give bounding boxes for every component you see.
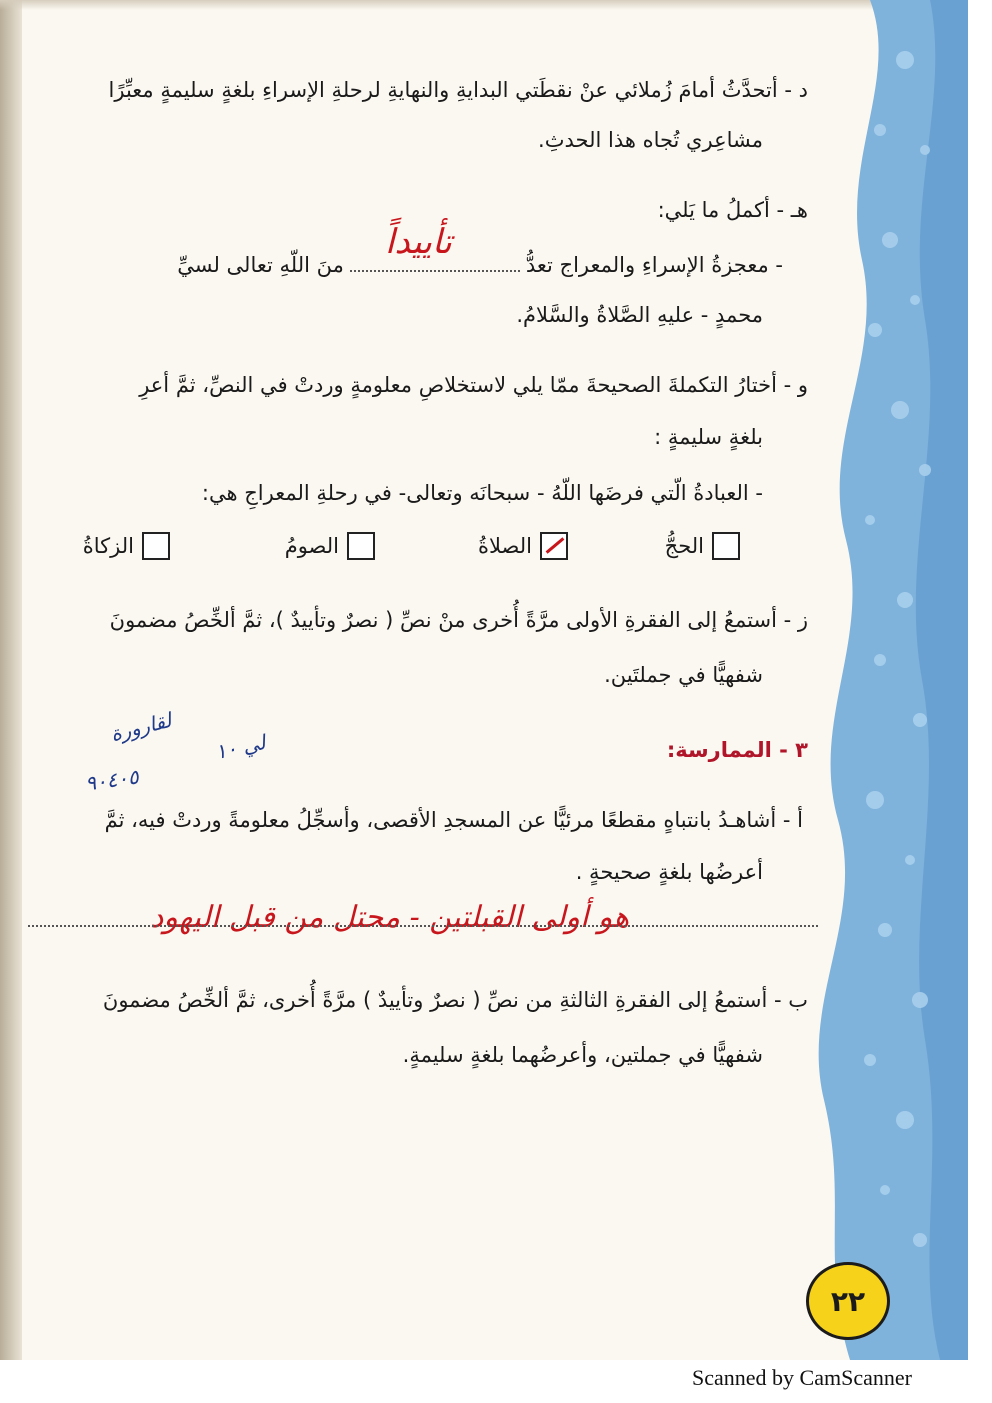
option-zakah[interactable]: [83, 532, 170, 560]
handwritten-answer-h: تأييداً: [385, 222, 452, 262]
item-w-line-2: بلغةٍ سليمةٍ :: [654, 425, 763, 449]
margin-note-2: ٩٠٤٠٥: [83, 764, 141, 796]
option-zakah-label: الزكاةُ: [82, 534, 134, 558]
section-3-heading: ٣ - الممارسة:: [666, 738, 808, 762]
item-d-line-1: د - أتحدَّثُ أمامَ زُملائي عنْ نقطَتي البدايةِ والنهايةِ لرحلةِ الإسراءِ بلغةٍ سليمةٍ معبِّرًا: [108, 78, 808, 102]
option-salah-label: الصلاةُ: [478, 534, 532, 558]
option-sawm-label: الصومُ: [284, 534, 339, 558]
item-h-line-2: محمدٍ - عليهِ الصَّلاةُ والسَّلامُ.: [516, 303, 763, 327]
checkbox-salah-checked[interactable]: [540, 532, 568, 560]
option-hajj[interactable]: [665, 532, 740, 560]
item-z-line-2: شفهيًّا في جملتَين.: [604, 663, 763, 687]
item-b-line-2: شفهيًّا في جملتين، وأعرضُهما بلغةٍ سليمةٍ.: [402, 1043, 763, 1067]
answer-dotted-line: [28, 925, 818, 927]
item-h-heading: هـ - أكملُ ما يَلي:: [657, 198, 808, 222]
item-w-line-3: - العبادةُ الّتي فرضَها اللّهُ - سبحانَه وتعالى- في رحلةِ المعراجِ هي:: [201, 481, 763, 505]
option-sawm[interactable]: [285, 532, 375, 560]
checkbox-zakah[interactable]: [142, 532, 170, 560]
item-a-line-2: أعرضُها بلغةٍ صحيحةٍ .: [575, 860, 763, 884]
item-h-line-1-end: منَ اللّهِ تعالى لسيِّ: [177, 253, 344, 277]
option-hajj-label: الحجُّ: [664, 534, 704, 558]
item-h-line-1: [177, 250, 783, 280]
scanner-watermark: Scanned by CamScanner: [692, 1365, 912, 1390]
item-a-line-1: أ - أشاهـدُ بانتباهٍ مقطعًا مرئيًّا عن المسجدِ الأقصى، وأسجِّلُ معلومةً وردتْ فيه، ثمَّ: [104, 808, 803, 832]
handwritten-answer-a: هو أولى القبلتين - محتل من قبل اليهود: [150, 900, 630, 935]
option-salah[interactable]: [478, 532, 568, 560]
margin-note-3: لي ١٠: [213, 730, 268, 764]
item-h-line-1-start: - معجزةُ الإسراءِ والمعراج تعدُّ: [525, 253, 783, 277]
checkbox-sawm[interactable]: [347, 532, 375, 560]
margin-note-1: لقارورة: [108, 707, 174, 747]
checkbox-hajj[interactable]: [712, 532, 740, 560]
fill-blank-dots: [350, 262, 520, 272]
item-z-line-1: ز - أستمعُ إلى الفقرةِ الأولى مرَّةً أُخرى منْ نصِّ ( نصرٌ وتأييدٌ )، ثمَّ ألخِّصُ مضمونَ: [109, 608, 808, 632]
choice-options: [40, 532, 760, 572]
page-number-badge: ٢٢: [806, 1262, 890, 1340]
item-b-line-1: ب - أستمعُ إلى الفقرةِ الثالثةِ من نصِّ ( نصرٌ وتأييدٌ ) مرَّةً أُخرى، ثمَّ ألخِّصُ مضمونَ: [102, 988, 808, 1012]
item-w-line-1: و - أختارُ التكملةَ الصحيحةَ ممّا يلي لاستخلاصِ معلومةٍ وردتْ في النصِّ، ثمَّ أعرِ: [139, 373, 808, 397]
item-d-line-2: مشاعِري تُجاه هذا الحدثِ.: [538, 128, 763, 152]
